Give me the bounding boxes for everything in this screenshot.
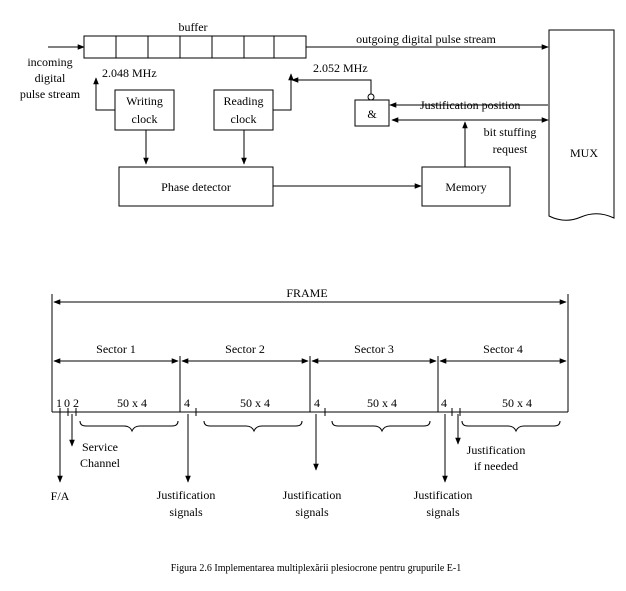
buffer-label: buffer — [178, 20, 208, 34]
and-gate-label: & — [367, 107, 377, 121]
freq-write-label: 2.048 MHz — [102, 66, 157, 80]
block-brace-3 — [332, 421, 430, 431]
sector-1-label: Sector 1 — [96, 342, 136, 356]
bit-stuffing-label-1: bit stuffing — [483, 125, 537, 139]
phase-detector-label: Phase detector — [161, 180, 231, 194]
justification-if-needed-label-1: Justification — [466, 443, 526, 457]
writing-clock-label-2: clock — [131, 112, 158, 126]
block-label-3: 50 x 4 — [367, 396, 397, 410]
and-gate-inverter — [368, 94, 374, 100]
service-channel-label-2: Channel — [80, 456, 120, 470]
write-clock-to-buffer-arrow — [96, 78, 115, 110]
justification-signals-1-label-1: Justification — [156, 488, 216, 502]
block-label-4: 50 x 4 — [502, 396, 532, 410]
bit-label-2: 2 — [73, 396, 79, 410]
read-clock-to-buffer-arrow — [273, 74, 291, 110]
reading-clock-label-2: clock — [230, 112, 257, 126]
justification-signals-2-label-1: Justification — [282, 488, 342, 502]
justification-position-label: Justification position — [420, 98, 521, 112]
bit-label-4b: 4 — [314, 396, 320, 410]
block-brace-2 — [204, 421, 302, 431]
justification-signals-3-label-2: signals — [426, 505, 460, 519]
freq-read-label: 2.052 MHz — [313, 61, 368, 75]
memory-label: Memory — [445, 180, 487, 194]
incoming-label-3: pulse stream — [19, 87, 81, 101]
justification-signals-2-label-2: signals — [295, 505, 329, 519]
mux-block — [549, 30, 614, 220]
justification-signals-1-label-2: signals — [169, 505, 203, 519]
sector-3-label: Sector 3 — [354, 342, 394, 356]
buffer-register — [84, 36, 306, 58]
sector-2-label: Sector 2 — [225, 342, 265, 356]
incoming-label-1: incoming — [27, 55, 73, 69]
bit-label-1: 1 — [56, 396, 62, 410]
bit-label-0: 0 — [64, 396, 70, 410]
incoming-label-2: digital — [34, 71, 66, 85]
fa-label: F/A — [50, 489, 70, 503]
frame-label: FRAME — [286, 286, 328, 300]
mux-label: MUX — [569, 146, 599, 160]
block-brace-1 — [80, 421, 178, 431]
bit-label-4a: 4 — [184, 396, 190, 410]
block-label-2: 50 x 4 — [240, 396, 270, 410]
sector-4-label: Sector 4 — [483, 342, 523, 356]
figure-caption: Figura 2.6 Implementarea multiplexării plesiocrone pentru grupurile E-1 — [170, 563, 462, 574]
justification-signals-3-label-1: Justification — [413, 488, 473, 502]
block-brace-4 — [462, 421, 560, 431]
block-label-1: 50 x 4 — [117, 396, 147, 410]
justification-if-needed-label-2: if needed — [473, 459, 519, 473]
reading-clock-label-1: Reading — [223, 94, 264, 108]
writing-clock-label-1: Writing — [126, 94, 163, 108]
bit-stuffing-label-2: request — [492, 142, 528, 156]
and-to-read-path-arrow — [292, 80, 371, 100]
outgoing-label: outgoing digital pulse stream — [356, 32, 496, 46]
bit-label-4c: 4 — [441, 396, 447, 410]
service-channel-label-1: Service — [82, 440, 118, 454]
